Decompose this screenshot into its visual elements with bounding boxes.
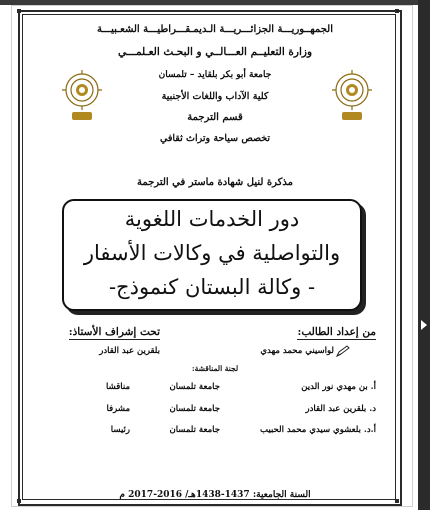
committee-member-role: مشرفا [106, 404, 130, 414]
viewer-top-bar [0, 0, 430, 5]
memo-line: مذكرة لنيل شهادة ماستر في الترجمة [136, 177, 294, 188]
thesis-title-line-1: دور الخدمات اللغوية [124, 207, 300, 231]
pen-icon [336, 345, 350, 357]
ministry-heading: وزارة التعليــم العـــالــي و البحـث العـلمـــي [117, 46, 313, 58]
department-name: قسم الترجمة [187, 112, 243, 123]
committee-member-name: أ.د. بلعشوي سيدي محمد الحبيب [260, 425, 376, 435]
viewer-scroll-strip[interactable] [418, 0, 430, 510]
committee-member-name: د. بلقرين عبد القادر [305, 404, 376, 414]
supervisor-label-text: تحت إشراف الأستاذ: [68, 326, 160, 338]
university-name: جامعة أبو بكر بلقايد – تلمسان [158, 70, 272, 80]
supervisor-label [64, 326, 160, 338]
supervisor-name: بلقرين عبد القادر [99, 346, 160, 356]
thesis-title-line-2: والتواصلية في وكالات الأسفار [83, 241, 341, 265]
corner-ornament [395, 499, 399, 503]
university-emblem-right-icon [330, 68, 374, 124]
next-page-arrow-icon[interactable] [421, 320, 427, 330]
committee-member-university: جامعة تلمسان [169, 425, 220, 435]
republic-heading: الجمهــوريـــة الجزائـــريـــة الـديمـقـــراطيـــة الشعـبيـــة [97, 24, 333, 35]
committee-member-university: جامعة تلمسان [169, 404, 220, 414]
thesis-title-box [62, 199, 362, 311]
committee-member-role: رئيسا [110, 425, 130, 435]
academic-year: السنة الجامعية: 1437-1438هـ/ 2016-2017 م [119, 490, 311, 500]
thesis-title-line-3: - وكالة البستان كنموذج- [108, 275, 316, 299]
corner-ornament [17, 499, 21, 503]
corner-ornament [17, 9, 21, 13]
student-label [288, 326, 376, 338]
committee-member-name: أ. بن مهدي نور الدين [301, 382, 376, 392]
corner-ornament [395, 9, 399, 13]
student-label-text: من إعداد الطالب: [297, 326, 376, 338]
student-name: لواسيني محمد مهدي [260, 346, 334, 356]
committee-member-university: جامعة تلمسان [169, 382, 220, 392]
specialty-name: تخصص سياحة وتراث ثقافي [159, 133, 271, 144]
university-emblem-left-icon [60, 68, 104, 124]
committee-member-role: مناقشا [106, 382, 130, 392]
faculty-name: كلية الآداب واللغات الأجنبية [161, 91, 269, 102]
committee-label: لجنة المناقشة: [191, 364, 239, 373]
